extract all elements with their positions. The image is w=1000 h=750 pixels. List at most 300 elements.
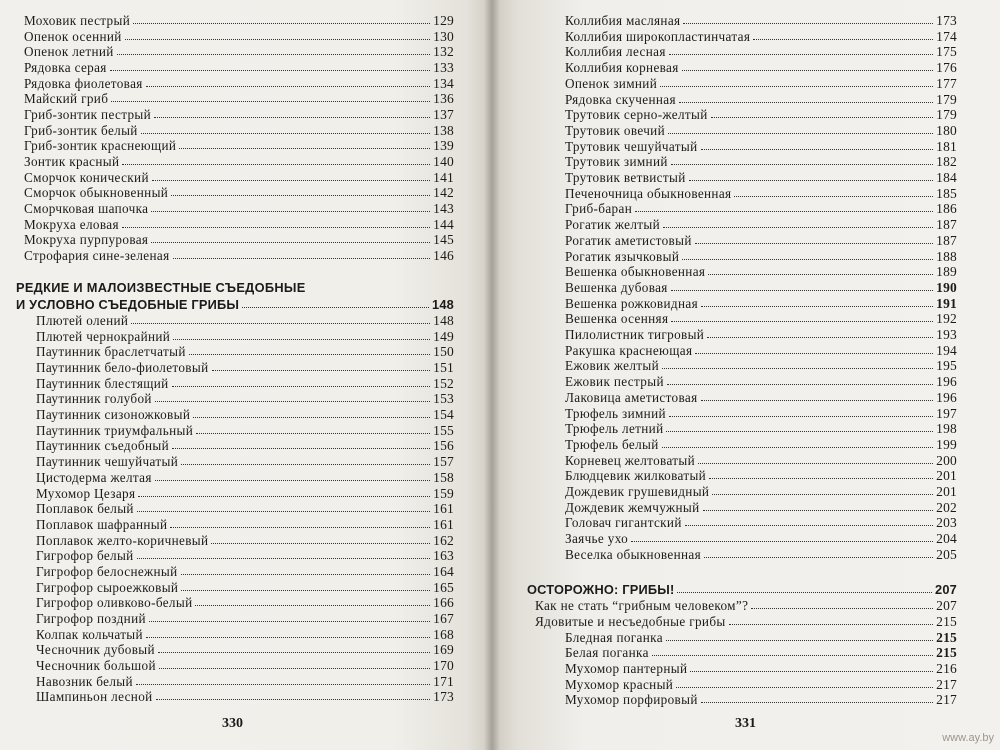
toc-entry-title: Зонтик красный [24, 153, 120, 169]
toc-entry [36, 674, 454, 690]
toc-entry-title: Белая поганка [565, 645, 649, 661]
toc-entry-page: 138 [433, 122, 454, 138]
leader-dots [701, 296, 933, 307]
toc-entry-page: 129 [433, 13, 454, 28]
toc-entry [565, 186, 957, 202]
toc-entry-title: Коллибия широкопластинчатая [565, 28, 751, 44]
toc-entry-title: Майский гриб [24, 91, 109, 107]
toc-entry-title: Трюфель зимний [565, 405, 666, 421]
toc-entry [36, 548, 454, 564]
toc-entry-page: 170 [433, 658, 454, 673]
toc-entry [36, 564, 454, 580]
leader-dots [703, 500, 934, 511]
leader-dots [122, 217, 430, 228]
toc-entry-title: Гигрофор оливково-белый [36, 595, 193, 611]
toc-entry-title: Опенок зимний [565, 75, 658, 91]
toc-entry [565, 453, 957, 469]
toc-entry-title: Печеночница обыкновенная [565, 185, 732, 201]
toc-entry [565, 296, 957, 312]
toc-entry [565, 500, 957, 516]
toc-entry [36, 501, 454, 517]
toc-entry-title: Колпак кольчатый [36, 626, 143, 642]
leader-dots [138, 486, 430, 497]
toc-entry-title: Гигрофор белый [36, 548, 134, 564]
toc-entry-page: 134 [433, 75, 454, 91]
toc-entry-title: Поплавок белый [36, 501, 134, 517]
toc-entry-title: Ежовик желтый [565, 358, 660, 374]
toc-entry [24, 185, 454, 201]
toc-entry-page: 151 [433, 360, 454, 375]
toc-entry-title: Мухомор порфировый [565, 692, 698, 708]
toc-entry-page: 196 [936, 389, 957, 405]
toc-entry-title: Вешенка рожковидная [565, 295, 698, 311]
toc-entry-title: Гриб-зонтик пестрый [24, 106, 152, 122]
toc-entry-page: 158 [433, 469, 454, 485]
leader-dots [685, 515, 933, 526]
toc-entry-page: 204 [936, 531, 957, 547]
toc-entry [565, 547, 957, 563]
toc-entry [565, 29, 957, 45]
right-section-page: 207 [935, 582, 957, 597]
leader-dots [707, 327, 933, 338]
toc-entry-title: Цистодерма желтая [36, 469, 152, 485]
leader-dots [701, 139, 934, 150]
toc-entry [565, 217, 957, 233]
toc-entry-page: 154 [433, 407, 454, 423]
toc-entry-page: 155 [433, 422, 454, 438]
left-section-heading-line2: И УСЛОВНО СЪЕДОБНЫЕ ГРИБЫ [16, 297, 240, 312]
toc-entry-page: 177 [936, 75, 957, 91]
toc-entry-page: 150 [433, 344, 454, 360]
toc-entry-page: 201 [936, 484, 957, 499]
toc-entry [36, 454, 454, 470]
leader-dots [669, 406, 933, 417]
toc-entry-title: Веселка обыкновенная [565, 546, 702, 562]
leader-dots [729, 614, 934, 625]
toc-entry-page: 161 [433, 516, 454, 532]
leader-dots [122, 154, 430, 165]
leader-dots [159, 658, 430, 669]
toc-entry-page: 173 [433, 689, 454, 705]
right-section-heading [527, 582, 957, 598]
toc-entry-title: Трюфель летний [565, 421, 664, 437]
left-section-heading [16, 297, 454, 313]
leader-dots [154, 107, 430, 118]
toc-entry [36, 423, 454, 439]
toc-entry-page: 166 [433, 595, 454, 611]
toc-entry-page: 156 [433, 438, 454, 454]
toc-entry-title: Дождевик грушевидный [565, 484, 710, 499]
toc-entry-title: Паутинник блестящий [36, 375, 169, 391]
toc-entry-title: Мокруха еловая [24, 216, 119, 232]
toc-entry-title: Гриб-зонтик белый [24, 122, 138, 138]
leader-dots [677, 582, 932, 593]
toc-entry-title: Гриб-зонтик краснеющий [24, 138, 177, 154]
toc-entry [565, 437, 957, 453]
toc-entry-title: Плютей олений [36, 313, 129, 328]
toc-entry-title: Трутовик серно-желтый [565, 107, 708, 123]
toc-entry [565, 264, 957, 280]
toc-entry-page: 200 [936, 452, 957, 468]
leader-dots [652, 645, 933, 656]
toc-entry [565, 531, 957, 547]
toc-entry [24, 123, 454, 139]
leader-dots [155, 391, 430, 402]
leader-dots [181, 580, 430, 591]
toc-entry-title: Паутинник браслетчатый [36, 344, 186, 360]
toc-entry-page: 136 [433, 91, 454, 107]
toc-entry-page: 196 [936, 374, 957, 390]
leader-dots [698, 453, 933, 464]
leader-dots [172, 438, 430, 449]
toc-entry-page: 133 [433, 60, 454, 75]
toc-entry [565, 343, 957, 359]
toc-entry-title: Поплавок шафранный [36, 516, 168, 532]
toc-entry-page: 137 [433, 106, 454, 122]
leader-dots [708, 264, 933, 275]
toc-entry-page: 195 [936, 358, 957, 374]
toc-entry-page: 217 [936, 676, 957, 692]
toc-entry [24, 170, 454, 186]
toc-entry-title: Паутинник съедобный [36, 438, 169, 454]
leader-dots [669, 44, 933, 55]
toc-entry [565, 358, 957, 374]
toc-entry [36, 313, 454, 329]
leader-dots [671, 280, 933, 291]
toc-entry-page: 215 [936, 629, 957, 645]
toc-entry [36, 689, 454, 705]
toc-entry-page: 144 [433, 216, 454, 232]
toc-entry-title: Ежовик пестрый [565, 374, 664, 390]
toc-entry-page: 141 [433, 169, 454, 185]
leader-dots [695, 233, 933, 244]
toc-entry [565, 249, 957, 265]
toc-entry-page: 162 [433, 532, 454, 548]
toc-entry [535, 598, 957, 614]
toc-entry-page: 145 [433, 232, 454, 248]
toc-entry-title: Вешенка дубовая [565, 279, 668, 295]
leader-dots [682, 60, 933, 71]
toc-entry-title: Сморчковая шапочка [24, 200, 149, 216]
toc-entry [565, 13, 957, 29]
toc-entry-title: Поплавок желто-коричневый [36, 532, 209, 548]
toc-entry-page: 159 [433, 485, 454, 501]
toc-entry [36, 344, 454, 360]
toc-entry-page: 191 [936, 295, 957, 311]
toc-entry [36, 642, 454, 658]
toc-entry [565, 92, 957, 108]
leader-dots [155, 470, 430, 481]
leader-dots [193, 407, 430, 418]
toc-entry-page: 216 [936, 660, 957, 676]
toc-entry [565, 76, 957, 92]
toc-entry-page: 163 [433, 548, 454, 564]
toc-entry [24, 201, 454, 217]
leader-dots [679, 92, 933, 103]
toc-entry-page: 203 [936, 515, 957, 531]
leader-dots [682, 249, 933, 260]
toc-entry-title: Рядовка скученная [565, 91, 676, 107]
toc-entry [36, 658, 454, 674]
toc-entry-page: 146 [433, 247, 454, 263]
toc-entry-title: Пилолистник тигровый [565, 327, 705, 342]
toc-entry-page: 201 [936, 468, 957, 484]
toc-entry-page: 171 [433, 673, 454, 689]
toc-entry-title: Плютей чернокрайний [36, 328, 171, 344]
toc-entry-page: 168 [433, 626, 454, 642]
toc-entry [24, 107, 454, 123]
leader-dots [635, 201, 933, 212]
toc-entry-title: Трутовик зимний [565, 154, 668, 170]
leader-dots [695, 343, 933, 354]
toc-entry [24, 13, 454, 29]
toc-entry-title: Чесночник дубовый [36, 642, 155, 658]
leader-dots [117, 44, 430, 55]
toc-entry [565, 374, 957, 390]
toc-entry-page: 215 [936, 613, 957, 629]
toc-entry-title: Паутинник чешуйчатый [36, 454, 179, 470]
toc-entry-page: 192 [936, 311, 957, 327]
leader-dots [668, 123, 933, 134]
leader-dots [666, 421, 933, 432]
leader-dots [111, 91, 430, 102]
toc-entry-page: 167 [433, 610, 454, 626]
leader-dots [146, 76, 430, 87]
toc-entry-title: Паутинник голубой [36, 391, 152, 407]
leader-dots [170, 517, 430, 528]
toc-entry-page: 143 [433, 200, 454, 216]
toc-entry-title: Заячье ухо [565, 531, 629, 547]
leader-dots [660, 76, 933, 87]
toc-entry-title: Корневец желтоватый [565, 452, 696, 468]
toc-entry-page: 217 [936, 692, 957, 708]
toc-entry [36, 360, 454, 376]
toc-entry-title: Трюфель белый [565, 436, 659, 452]
toc-entry-title: Коллибия корневая [565, 60, 679, 76]
leader-dots [149, 611, 430, 622]
toc-entry-page: 165 [433, 579, 454, 595]
toc-entry [565, 280, 957, 296]
toc-entry-page: 153 [433, 391, 454, 407]
right-folio: 331 [735, 716, 756, 731]
toc-entry-title: Мухомор Цезаря [36, 485, 136, 501]
toc-entry-page: 198 [936, 421, 957, 437]
toc-entry [24, 91, 454, 107]
leader-dots [671, 154, 933, 165]
leader-dots [141, 123, 430, 134]
toc-entry [565, 677, 957, 693]
toc-entry-title: Дождевик жемчужный [565, 499, 700, 515]
toc-entry-page: 140 [433, 153, 454, 169]
toc-entry-page: 179 [936, 91, 957, 107]
toc-entry-title: Бледная поганка [565, 629, 663, 645]
toc-entry-page: 142 [433, 185, 454, 201]
toc-entry [565, 170, 957, 186]
toc-entry-page: 174 [936, 28, 957, 44]
toc-entry [565, 139, 957, 155]
leader-dots [212, 360, 431, 371]
toc-entry [36, 470, 454, 486]
leader-dots [631, 531, 933, 542]
toc-entry [565, 201, 957, 217]
toc-entry-title: Ракушка краснеющая [565, 342, 693, 358]
toc-entry [36, 486, 454, 502]
leader-dots [689, 170, 934, 181]
toc-entry-page: 149 [433, 328, 454, 344]
toc-entry-title: Лаковица аметистовая [565, 389, 698, 405]
toc-entry [565, 311, 957, 327]
toc-entry-title: Мокруха пурпуровая [24, 232, 149, 248]
toc-entry [565, 390, 957, 406]
toc-entry [565, 60, 957, 76]
toc-entry-title: Навозник белый [36, 673, 133, 689]
toc-entry-title: Паутинник сизоножковый [36, 407, 191, 423]
toc-entry [36, 580, 454, 596]
toc-entry-page: 187 [936, 232, 957, 248]
toc-entry-title: Коллибия лесная [565, 44, 666, 60]
toc-entry-title: Рогатик язычковый [565, 248, 680, 264]
toc-entry-page: 189 [936, 264, 957, 280]
toc-entry-page: 176 [936, 60, 957, 76]
toc-entry-page: 175 [936, 44, 957, 60]
toc-entry-title: Ядовитые и несъедобные грибы [535, 613, 726, 629]
leader-dots [701, 390, 934, 401]
toc-entry-title: Трутовик чешуйчатый [565, 138, 698, 154]
leader-dots [152, 170, 430, 181]
toc-entry-title: Сморчок конический [24, 169, 149, 185]
toc-entry-title: Сморчок обыкновенный [24, 185, 169, 201]
toc-entry-title: Гигрофор поздний [36, 610, 146, 626]
leader-dots [690, 661, 933, 672]
toc-entry-page: 187 [936, 217, 957, 233]
toc-entry-title: Опенок летний [24, 44, 114, 60]
toc-entry-title: Рядовка серая [24, 60, 107, 75]
leader-dots [181, 564, 431, 575]
toc-entry-page: 169 [433, 642, 454, 658]
toc-entry [565, 661, 957, 677]
toc-entry [565, 123, 957, 139]
toc-entry-title: Гигрофор сыроежковый [36, 579, 179, 595]
toc-entry [565, 692, 957, 708]
leader-dots [125, 29, 430, 40]
toc-entry-page: 190 [936, 279, 957, 295]
toc-entry-page: 152 [433, 375, 454, 391]
leader-dots [196, 423, 430, 434]
watermark: www.ay.by [942, 732, 994, 744]
toc-entry [36, 611, 454, 627]
toc-entry-title: Паутинник триумфальный [36, 422, 194, 438]
toc-entry [24, 44, 454, 60]
toc-entry [24, 29, 454, 45]
leader-dots [663, 217, 933, 228]
toc-entry [565, 327, 957, 343]
leader-dots [189, 344, 430, 355]
leader-dots [133, 13, 430, 24]
leader-dots [683, 13, 933, 24]
toc-entry-page: 199 [936, 436, 957, 452]
leader-dots [211, 533, 430, 544]
toc-entry-title: Моховик пестрый [24, 13, 131, 28]
toc-entry-page: 180 [936, 122, 957, 138]
toc-entry [36, 517, 454, 533]
toc-entry-page: 202 [936, 499, 957, 515]
toc-entry-title: Рядовка фиолетовая [24, 75, 143, 91]
leader-dots [137, 548, 431, 559]
toc-entry [565, 645, 957, 661]
toc-entry-page: 184 [936, 170, 957, 185]
toc-entry [24, 154, 454, 170]
toc-entry-title: Трутовик ветвистый [565, 170, 686, 185]
leader-dots [734, 186, 933, 197]
leader-dots [676, 677, 933, 688]
leader-dots [179, 138, 430, 149]
toc-entry-page: 188 [936, 248, 957, 264]
toc-entry-title: Рогатик аметистовый [565, 232, 692, 248]
toc-entry [24, 248, 454, 264]
toc-entry-page: 179 [936, 107, 957, 123]
leader-dots [242, 297, 429, 308]
toc-entry-title: Вешенка обыкновенная [565, 264, 706, 280]
toc-entry-title: Мухомор пантерный [565, 660, 688, 676]
toc-entry [565, 468, 957, 484]
leader-dots [195, 595, 430, 606]
leader-dots [151, 201, 430, 212]
leader-dots [173, 248, 431, 259]
toc-entry-title: Строфария сине-зеленая [24, 247, 170, 263]
toc-entry [24, 138, 454, 154]
toc-entry-page: 197 [936, 405, 957, 421]
leader-dots [158, 642, 430, 653]
leader-dots [753, 29, 933, 40]
toc-entry [36, 595, 454, 611]
toc-entry-title: Блюдцевик жилковатый [565, 468, 707, 484]
book-gutter [484, 0, 500, 750]
toc-entry [565, 44, 957, 60]
leader-dots [136, 674, 430, 685]
toc-entry-page: 139 [433, 138, 454, 154]
toc-entry [565, 154, 957, 170]
toc-entry [24, 217, 454, 233]
toc-entry [565, 406, 957, 422]
toc-entry-page: 185 [936, 185, 957, 201]
toc-entry-title: Рогатик желтый [565, 217, 660, 233]
toc-entry-page: 181 [936, 138, 957, 154]
toc-entry-page: 194 [936, 342, 957, 358]
leader-dots [671, 311, 933, 322]
leader-dots [662, 358, 933, 369]
left-section-heading-line1: РЕДКИЕ И МАЛОИЗВЕСТНЫЕ СЪЕДОБНЫЕ [16, 280, 306, 295]
toc-entry-page: 130 [433, 28, 454, 44]
leader-dots [110, 60, 430, 71]
toc-entry [565, 515, 957, 531]
toc-entry-title: Гриб-баран [565, 201, 633, 217]
toc-entry [565, 484, 957, 500]
leader-dots [173, 329, 430, 340]
toc-entry [36, 627, 454, 643]
toc-entry-page: 164 [433, 563, 454, 579]
toc-entry [565, 107, 957, 123]
toc-entry-page: 207 [936, 598, 957, 613]
leader-dots [131, 313, 430, 324]
toc-entry-page: 157 [433, 454, 454, 470]
toc-entry-title: Вешенка осенняя [565, 311, 669, 327]
toc-entry [24, 60, 454, 76]
leader-dots [701, 692, 933, 703]
toc-entry-title: Шампиньон лесной [36, 689, 153, 705]
toc-entry [36, 407, 454, 423]
leader-dots [751, 598, 933, 609]
toc-entry [36, 438, 454, 454]
